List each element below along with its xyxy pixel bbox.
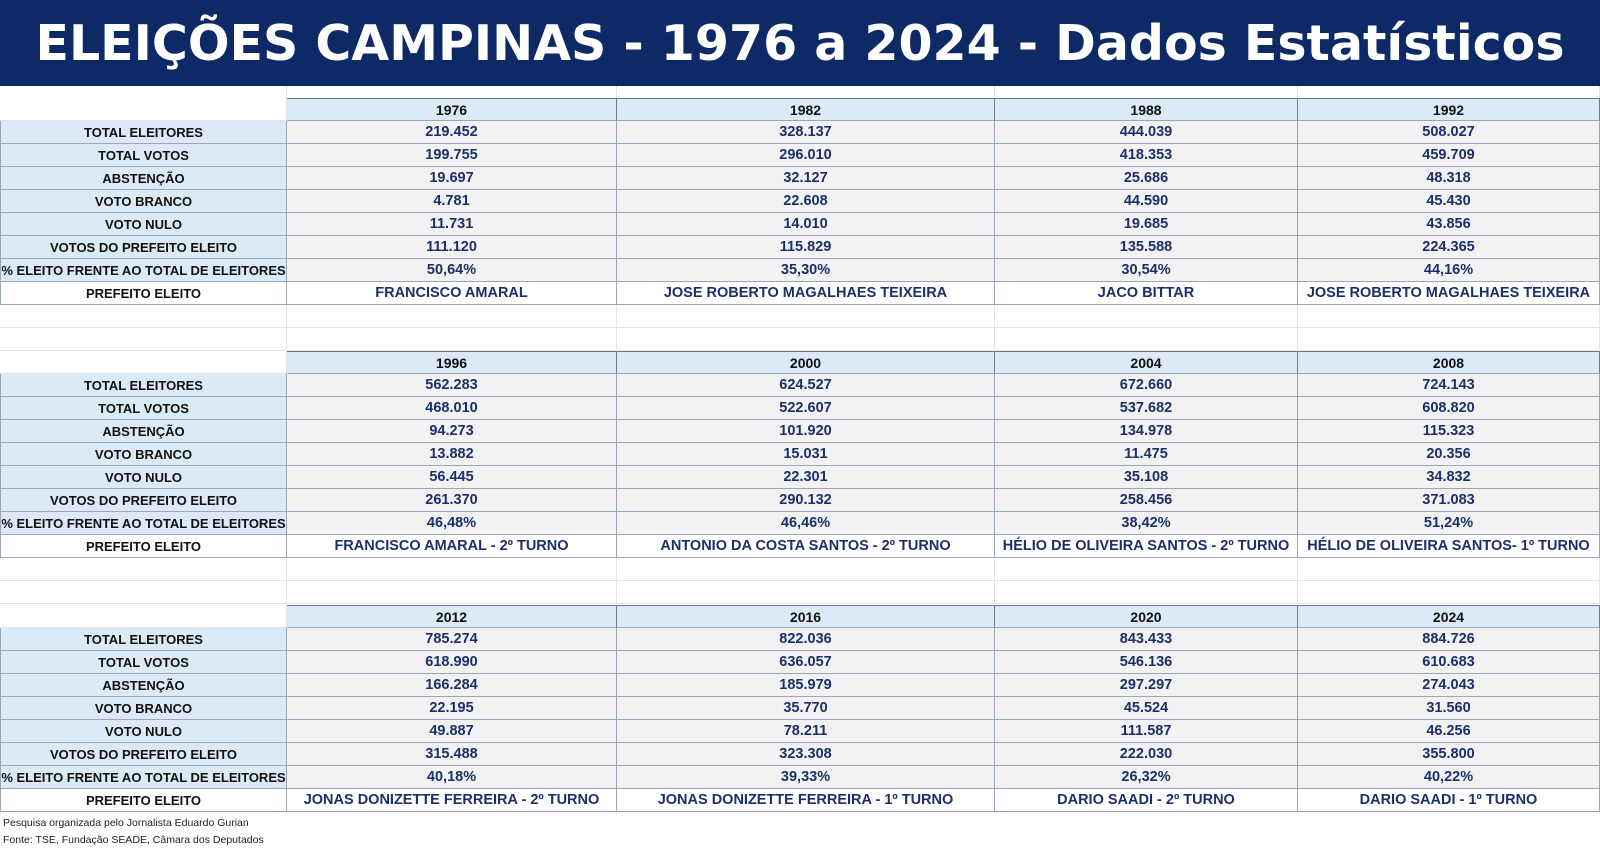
empty-cell xyxy=(1298,328,1600,351)
value-cell: 15.031 xyxy=(617,443,995,466)
value-cell: 258.456 xyxy=(995,489,1298,512)
value-cell: 35,30% xyxy=(617,259,995,282)
empty-cell xyxy=(0,328,287,351)
row-label: TOTAL ELEITORES xyxy=(0,628,287,651)
value-cell: 44.590 xyxy=(995,190,1298,213)
empty-cell xyxy=(0,351,287,374)
value-cell: 35.108 xyxy=(995,466,1298,489)
empty-cell xyxy=(0,581,287,604)
year-header-row xyxy=(0,351,1600,374)
mayor-row xyxy=(0,535,1600,558)
value-cell: 290.132 xyxy=(617,489,995,512)
value-cell: 19.685 xyxy=(995,213,1298,236)
value-cell: 50,64% xyxy=(287,259,617,282)
row-label: VOTO NULO xyxy=(0,720,287,743)
spreadsheet xyxy=(0,86,1600,849)
year-header: 1992 xyxy=(1298,98,1600,121)
row-label: TOTAL ELEITORES xyxy=(0,121,287,144)
value-cell: 522.607 xyxy=(617,397,995,420)
value-cell: 31.560 xyxy=(1298,697,1600,720)
value-cell: 20.356 xyxy=(1298,443,1600,466)
value-cell: 38,42% xyxy=(995,512,1298,535)
value-cell: 39,33% xyxy=(617,766,995,789)
value-cell: 13.882 xyxy=(287,443,617,466)
value-cell: 459.709 xyxy=(1298,144,1600,167)
value-cell: 166.284 xyxy=(287,674,617,697)
row-label: PREFEITO ELEITO xyxy=(0,789,287,812)
data-row xyxy=(0,167,1600,190)
value-cell: 328.137 xyxy=(617,121,995,144)
empty-cell xyxy=(0,98,287,121)
empty-cell xyxy=(287,558,617,581)
data-row xyxy=(0,121,1600,144)
empty-cell xyxy=(995,558,1298,581)
title-banner xyxy=(0,0,1600,86)
row-label: TOTAL VOTOS xyxy=(0,144,287,167)
empty-cell xyxy=(1298,558,1600,581)
data-row xyxy=(0,697,1600,720)
row-label: VOTO NULO xyxy=(0,466,287,489)
value-cell: 4.781 xyxy=(287,190,617,213)
data-row xyxy=(0,190,1600,213)
value-cell: 199.755 xyxy=(287,144,617,167)
year-header: 2000 xyxy=(617,351,995,374)
value-cell: 224.365 xyxy=(1298,236,1600,259)
empty-cell xyxy=(1298,305,1600,328)
empty-cell xyxy=(995,581,1298,604)
year-header: 1976 xyxy=(287,98,617,121)
year-header: 2012 xyxy=(287,605,617,628)
value-cell: 562.283 xyxy=(287,374,617,397)
value-cell: 19.697 xyxy=(287,167,617,190)
row-label: VOTO BRANCO xyxy=(0,697,287,720)
value-cell: 261.370 xyxy=(287,489,617,512)
value-cell: 11.731 xyxy=(287,213,617,236)
value-cell: 608.820 xyxy=(1298,397,1600,420)
row-label: PREFEITO ELEITO xyxy=(0,282,287,305)
blank-row xyxy=(0,305,1600,328)
value-cell: 135.588 xyxy=(995,236,1298,259)
value-cell: 56.445 xyxy=(287,466,617,489)
row-label: TOTAL ELEITORES xyxy=(0,374,287,397)
mayor-name-cell: FRANCISCO AMARAL - 2º TURNO xyxy=(287,535,617,558)
data-row xyxy=(0,213,1600,236)
value-cell: 371.083 xyxy=(1298,489,1600,512)
mayor-name-cell: HÉLIO DE OLIVEIRA SANTOS - 2º TURNO xyxy=(995,535,1298,558)
value-cell: 185.979 xyxy=(617,674,995,697)
value-cell: 51,24% xyxy=(1298,512,1600,535)
empty-cell xyxy=(995,305,1298,328)
mayor-name-cell: JOSE ROBERTO MAGALHAES TEIXEIRA xyxy=(617,282,995,305)
empty-cell xyxy=(287,581,617,604)
value-cell: 610.683 xyxy=(1298,651,1600,674)
value-cell: 843.433 xyxy=(995,628,1298,651)
year-header-row xyxy=(0,605,1600,628)
value-cell: 40,22% xyxy=(1298,766,1600,789)
value-cell: 44,16% xyxy=(1298,259,1600,282)
value-cell: 94.273 xyxy=(287,420,617,443)
value-cell: 274.043 xyxy=(1298,674,1600,697)
row-label: TOTAL VOTOS xyxy=(0,651,287,674)
value-cell: 296.010 xyxy=(617,144,995,167)
value-cell: 32.127 xyxy=(617,167,995,190)
year-header: 2024 xyxy=(1298,605,1600,628)
data-row xyxy=(0,144,1600,167)
mayor-name-cell: FRANCISCO AMARAL xyxy=(287,282,617,305)
row-label: PREFEITO ELEITO xyxy=(0,535,287,558)
value-cell: 26,32% xyxy=(995,766,1298,789)
mayor-row xyxy=(0,282,1600,305)
value-cell: 35.770 xyxy=(617,697,995,720)
value-cell: 34.832 xyxy=(1298,466,1600,489)
value-cell: 25.686 xyxy=(995,167,1298,190)
value-cell: 323.308 xyxy=(617,743,995,766)
data-row xyxy=(0,651,1600,674)
mayor-name-cell: JOSE ROBERTO MAGALHAES TEIXEIRA xyxy=(1298,282,1600,305)
value-cell: 546.136 xyxy=(995,651,1298,674)
mayor-name-cell: JONAS DONIZETTE FERREIRA - 1º TURNO xyxy=(617,789,995,812)
value-cell: 884.726 xyxy=(1298,628,1600,651)
mayor-name-cell: JONAS DONIZETTE FERREIRA - 2º TURNO xyxy=(287,789,617,812)
value-cell: 785.274 xyxy=(287,628,617,651)
empty-cell xyxy=(617,305,995,328)
value-cell: 40,18% xyxy=(287,766,617,789)
value-cell: 111.120 xyxy=(287,236,617,259)
year-header-row xyxy=(0,98,1600,121)
value-cell: 418.353 xyxy=(995,144,1298,167)
footer-source: Fonte: TSE, Fundação SEADE, Câmara dos Deputados xyxy=(3,834,264,846)
value-cell: 672.660 xyxy=(995,374,1298,397)
data-row xyxy=(0,420,1600,443)
value-cell: 134.978 xyxy=(995,420,1298,443)
row-label: VOTO BRANCO xyxy=(0,443,287,466)
mayor-name-cell: ANTONIO DA COSTA SANTOS - 2º TURNO xyxy=(617,535,995,558)
empty-cell xyxy=(1298,581,1600,604)
year-header: 2016 xyxy=(617,605,995,628)
value-cell: 219.452 xyxy=(287,121,617,144)
data-row xyxy=(0,743,1600,766)
empty-cell xyxy=(0,558,287,581)
data-row xyxy=(0,374,1600,397)
row-label: VOTOS DO PREFEITO ELEITO xyxy=(0,236,287,259)
empty-cell xyxy=(617,328,995,351)
empty-cell xyxy=(0,605,287,628)
data-row xyxy=(0,489,1600,512)
value-cell: 297.297 xyxy=(995,674,1298,697)
row-label: VOTO NULO xyxy=(0,213,287,236)
row-label: ABSTENÇÃO xyxy=(0,674,287,697)
data-row xyxy=(0,766,1600,789)
data-row xyxy=(0,628,1600,651)
value-cell: 115.323 xyxy=(1298,420,1600,443)
value-cell: 30,54% xyxy=(995,259,1298,282)
value-cell: 618.990 xyxy=(287,651,617,674)
blank-row xyxy=(0,558,1600,581)
empty-cell xyxy=(0,305,287,328)
year-header: 2004 xyxy=(995,351,1298,374)
row-label: ABSTENÇÃO xyxy=(0,420,287,443)
value-cell: 48.318 xyxy=(1298,167,1600,190)
row-label: VOTOS DO PREFEITO ELEITO xyxy=(0,743,287,766)
empty-cell xyxy=(995,328,1298,351)
mayor-name-cell: DARIO SAADI - 2º TURNO xyxy=(995,789,1298,812)
value-cell: 355.800 xyxy=(1298,743,1600,766)
row-label: % ELEITO FRENTE AO TOTAL DE ELEITORES xyxy=(0,259,287,282)
value-cell: 46,46% xyxy=(617,512,995,535)
value-cell: 46,48% xyxy=(287,512,617,535)
value-cell: 101.920 xyxy=(617,420,995,443)
empty-cell xyxy=(617,581,995,604)
data-row xyxy=(0,674,1600,697)
page-title: ELEIÇÕES CAMPINAS - 1976 a 2024 - Dados Estatísticos xyxy=(35,14,1565,72)
value-cell: 45.430 xyxy=(1298,190,1600,213)
empty-cell xyxy=(617,558,995,581)
mayor-row xyxy=(0,789,1600,812)
year-header: 1996 xyxy=(287,351,617,374)
value-cell: 315.488 xyxy=(287,743,617,766)
value-cell: 22.195 xyxy=(287,697,617,720)
value-cell: 822.036 xyxy=(617,628,995,651)
mayor-name-cell: DARIO SAADI - 1º TURNO xyxy=(1298,789,1600,812)
row-label: ABSTENÇÃO xyxy=(0,167,287,190)
data-row xyxy=(0,259,1600,282)
value-cell: 508.027 xyxy=(1298,121,1600,144)
value-cell: 222.030 xyxy=(995,743,1298,766)
value-cell: 724.143 xyxy=(1298,374,1600,397)
value-cell: 444.039 xyxy=(995,121,1298,144)
row-label: VOTOS DO PREFEITO ELEITO xyxy=(0,489,287,512)
year-header: 1982 xyxy=(617,98,995,121)
row-label: % ELEITO FRENTE AO TOTAL DE ELEITORES xyxy=(0,512,287,535)
empty-cell xyxy=(287,305,617,328)
footer-credit: Pesquisa organizada pelo Jornalista Eduardo Gurian xyxy=(3,817,249,829)
blank-row xyxy=(0,328,1600,351)
value-cell: 11.475 xyxy=(995,443,1298,466)
empty-cell xyxy=(287,328,617,351)
value-cell: 49.887 xyxy=(287,720,617,743)
year-header: 2020 xyxy=(995,605,1298,628)
value-cell: 468.010 xyxy=(287,397,617,420)
mayor-name-cell: HÉLIO DE OLIVEIRA SANTOS- 1º TURNO xyxy=(1298,535,1600,558)
data-row xyxy=(0,512,1600,535)
value-cell: 537.682 xyxy=(995,397,1298,420)
value-cell: 43.856 xyxy=(1298,213,1600,236)
year-header: 2008 xyxy=(1298,351,1600,374)
year-header: 1988 xyxy=(995,98,1298,121)
row-label: TOTAL VOTOS xyxy=(0,397,287,420)
value-cell: 111.587 xyxy=(995,720,1298,743)
data-row xyxy=(0,443,1600,466)
data-row xyxy=(0,720,1600,743)
value-cell: 46.256 xyxy=(1298,720,1600,743)
data-row xyxy=(0,466,1600,489)
value-cell: 22.608 xyxy=(617,190,995,213)
value-cell: 22.301 xyxy=(617,466,995,489)
value-cell: 636.057 xyxy=(617,651,995,674)
value-cell: 45.524 xyxy=(995,697,1298,720)
value-cell: 14.010 xyxy=(617,213,995,236)
value-cell: 115.829 xyxy=(617,236,995,259)
data-row xyxy=(0,236,1600,259)
data-row xyxy=(0,397,1600,420)
mayor-name-cell: JACO BITTAR xyxy=(995,282,1298,305)
value-cell: 624.527 xyxy=(617,374,995,397)
value-cell: 78.211 xyxy=(617,720,995,743)
row-label: % ELEITO FRENTE AO TOTAL DE ELEITORES xyxy=(0,766,287,789)
blank-row xyxy=(0,581,1600,604)
row-label: VOTO BRANCO xyxy=(0,190,287,213)
